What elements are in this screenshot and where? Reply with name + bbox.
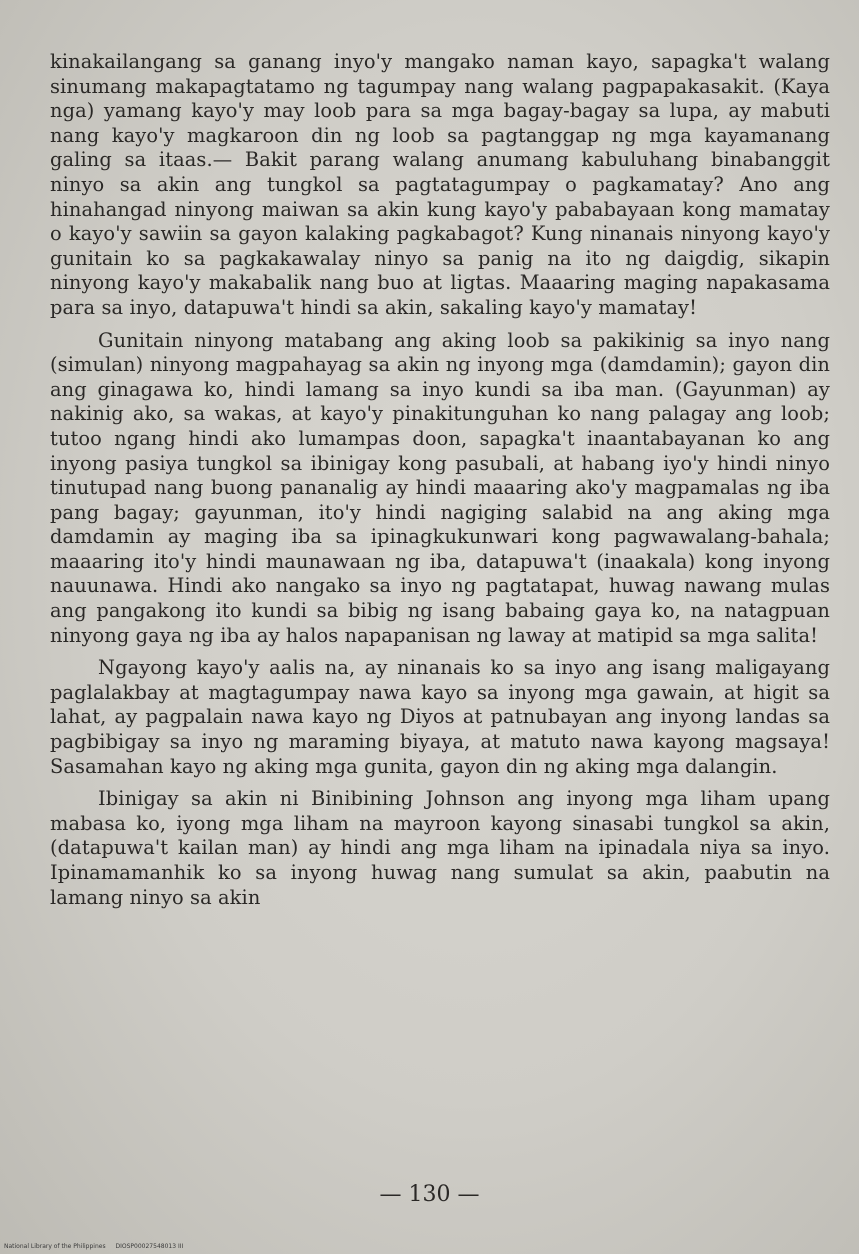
footer-library: National Library of the Philippines — [4, 1243, 106, 1250]
paragraph: kinakailangang sa ganang inyo'y mangako naman kayo, sapagka't walang sinumang makapagtatamo ng tagumpay nang walang pagpapakasakit. (Kaya nga) yamang kayo'y may loob para sa mga bagay-bagay sa lupa, ay mabuti nang kayo'y magkaroon din ng loob sa pagtanggap ng mga kayamanang galing sa itaas.— Bakit parang walang anumang kabuluhang binabanggit ninyo sa akin ang tungkol sa pagtatagumpay o pagkamatay? Ano ang hinahangad ninyong maiwan sa akin kung kayo'y pababayaan kong mamatay o kayo'y sawiin sa gayon kalaking pagkabagot? Kung ninanais ninyong kayo'y gunitain ko sa pagkakawalay ninyo sa panig na ito ng daigdig, sikapin ninyong kayo'y makabalik nang buo at ligtas. Maaaring maging napakasama para sa inyo, datapuwa't hindi sa akin, sakaling kayo'y mamatay! — [50, 50, 830, 319]
body-text — [50, 50, 830, 918]
scan-footer — [4, 1243, 191, 1250]
paragraph: Ibinigay sa akin ni Binibining Johnson ang inyong mga liham upang mabasa ko, iyong mga liham na mayroon kayong sinasabi tungkol sa akin, (datapuwa't kailan man) ay hindi ang mga liham na ipinadala niya sa inyo. Ipinamamanhik ko sa inyong huwag nang sumulat sa akin, paabutin na lamang ninyo sa akin — [50, 787, 830, 909]
page-number: — 130 — — [379, 1182, 480, 1207]
paragraph: Ngayong kayo'y aalis na, ay ninanais ko sa inyo ang isang maligayang paglalakbay at magtagumpay nawa kayo sa inyong mga gawain, at higit sa lahat, ay pagpalain nawa kayo ng Diyos at patnubayan ang inyong landas sa pagbibigay sa inyo ng maraming biyaya, at matuto nawa kayong magsaya! Sasamahan kayo ng aking mga gunita, gayon din ng aking mga dalangin. — [50, 656, 830, 778]
footer-code: DIOSP00027548013 III — [115, 1243, 184, 1250]
paragraph: Gunitain ninyong matabang ang aking loob sa pakikinig sa inyo nang (simulan) ninyong magpahayag sa akin ng inyong mga (damdamin); gayon din ang ginagawa ko, hindi lamang sa inyo kundi sa iba man. (Gayunman) ay nakinig ako, sa wakas, at kayo'y pinakitunguhan ko nang palagay ang loob; tutoo ngang hindi ako lumampas doon, sapagka't inaantabayanan ko ang inyong pasiya tungkol sa ibinigay kong pasubali, at habang iyo'y hindi ninyo tinutupad nang buong pananalig ay hindi maaaring ako'y magpamalas ng iba pang bagay; gayunman, ito'y hindi nagiging salabid na ang aking mga damdamin ay maging iba sa ipinagkukunwari kong pagwawalang-bahala; maaaring ito'y hindi maunawaan ng iba, datapuwa't (inaakala) kong inyong nauunawa. Hindi ako nangako sa inyo ng pagtatapat, huwag nawang mulas ang pangakong ito kundi sa bibig ng isang babaing gaya ko, na natagpuan ninyong gaya ng iba ay halos napapanisan ng laway at matipid sa mga salita! — [50, 328, 830, 647]
